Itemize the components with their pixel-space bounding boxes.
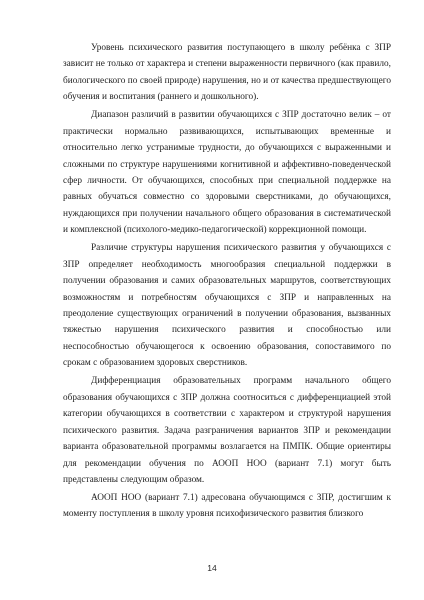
- paragraph-4: Дифференциация образовательных программ начального общего образования обучающихся с ЗПР должна соотноситься с дифференциацией этой категории обучающихся в соответствии с характером и структурой нарушения психического развития. Задача разграничения вариантов ЗПР и рекомендации варианта образовательной программы возлагается на ПМПК. Общие ориентиры для рекомендации обучения по АООП НОО (вариант 7.1) могут быть представлены следующим образом.: [63, 376, 391, 485]
- page-number: 14: [207, 563, 217, 573]
- paragraph-3: Различие структуры нарушения психического развития у обучающихся с ЗПР определяет необходимость многообразия специальной поддержки в получении образования и самих образовательных маршрутов, соответствующих возможностям и потребностям обучающихся с ЗПР и направленных на преодоление существующих ограничений в получении образования, вызванных тяжестью нарушения психического развития и способностью или неспособностью обучающегося к освоению образования, сопоставимого по срокам с образованием здоровых сверстников.: [63, 243, 391, 369]
- paragraph-2: Диапазон различий в развитии обучающихся с ЗПР достаточно велик – от практически нормально развивающихся, испытывающих временные и относительно легко устранимые трудности, до обучающихся с выраженными и сложными по структуре нарушениями когнитивной и аффективно-поведенческой сфер личности. От обучающихся, способных при специальной поддержке на равных обучаться совместно со здоровыми сверстниками, до обучающихся, нуждающихся при получении начального общего образования в систематической и комплексной (психолого-медико-педагогической) коррекционной помощи.: [63, 110, 391, 236]
- paragraph-1: Уровень психического развития поступающего в школу ребёнка с ЗПР зависит не только от характера и степени выраженности первичного (как правило, биологического по своей природе) нарушения, но и от качества предшествующего обучения и воспитания (раннего и дошкольного).: [63, 43, 391, 103]
- paragraph-5: АООП НОО (вариант 7.1) адресована обучающимся с ЗПР, достигшим к моменту поступления в школу уровня психофизического развития близкого: [63, 492, 391, 520]
- body-text: [63, 40, 391, 524]
